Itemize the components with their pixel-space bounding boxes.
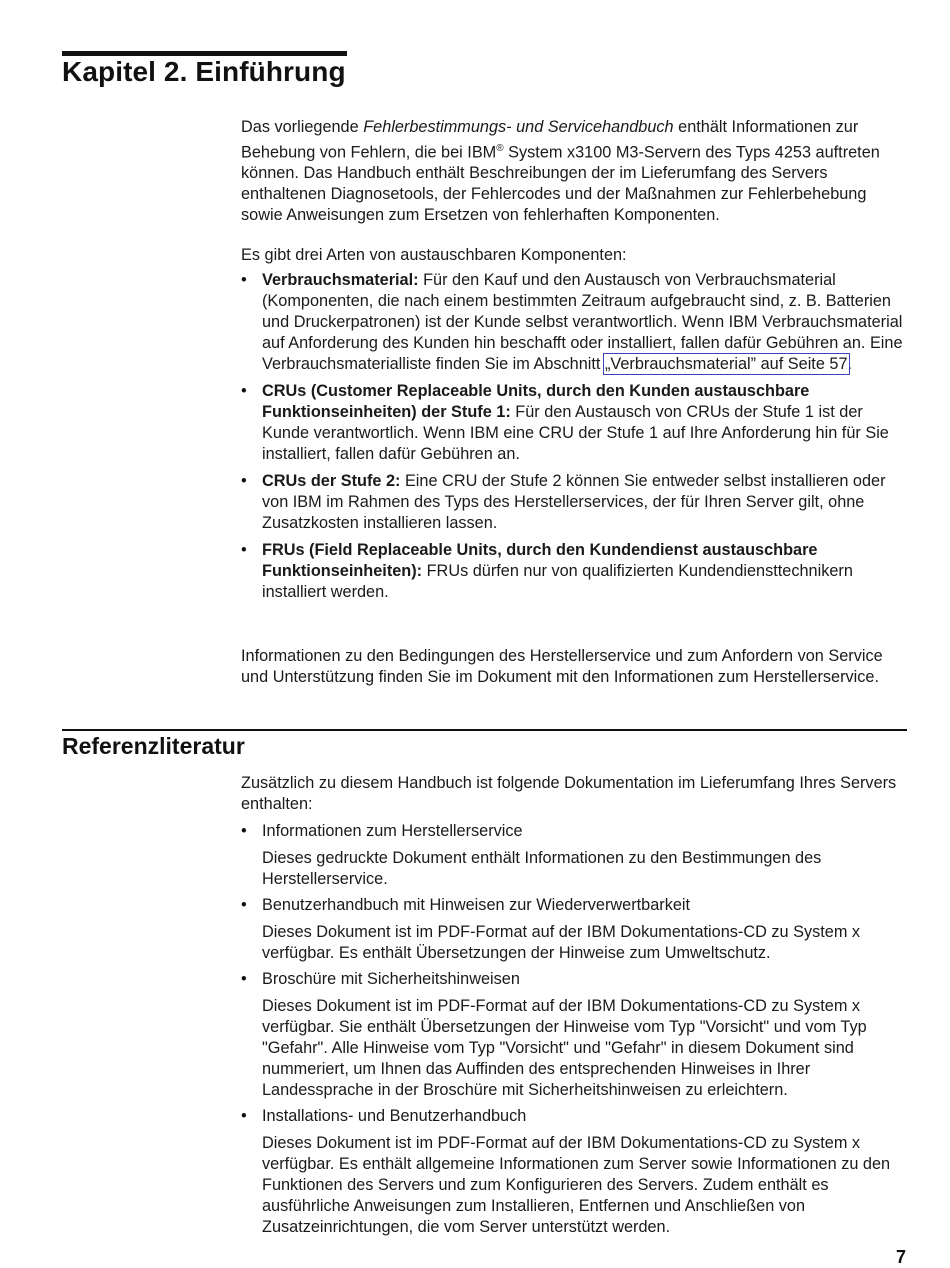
handbook-title: Fehlerbestimmungs- und Servicehandbuch <box>363 118 674 136</box>
term-text: Für den Kauf und den Austausch von Verbrauchsmaterial (Komponenten, die nach einem bestimmten Zeitraum aufgebraucht sind, z. B. Batterien und Druckerpatronen) ist der Kunde selbst verantwortlich. Wenn IBM Verbrauchsmaterial auf Anforderung des Kunden hin beschafft oder installiert, fallen dafür Gebühren an. Eine Verbrauchsmaterialliste finden Sie im Abschnitt <box>262 271 903 373</box>
registered-mark: ® <box>496 143 504 154</box>
list-item <box>241 969 909 1101</box>
reference-name: • Broschüre mit Sicherheitshinweisen <box>262 970 520 988</box>
reference-intro <box>241 773 909 815</box>
types-lead-text: Es gibt drei Arten von austauschbaren Komponenten: <box>241 246 627 264</box>
list-item <box>241 540 909 603</box>
list-item <box>241 381 909 465</box>
reference-name: • Benutzerhandbuch mit Hinweisen zur Wiederverwertbarkeit <box>262 896 691 914</box>
intro-paragraph <box>241 117 909 226</box>
chapter-title: Kapitel 2. Einführung <box>62 56 346 87</box>
intro-text: enthält Informationen zur Behebung von Fehlern, die bei IBM <box>241 118 859 162</box>
closing-paragraph <box>241 646 909 688</box>
term-text: Eine CRU der Stufe 2 können Sie entweder selbst installieren oder von IBM im Rahmen des Typs des Herstellerservices, der für Ihren Server gilt, ohne Zusatzkosten installieren lassen. <box>262 472 886 532</box>
reference-name: • Informationen zum Herstellerservice <box>262 822 523 840</box>
list-item <box>241 821 909 890</box>
section-title: Referenzliteratur <box>62 733 245 759</box>
reference-intro-text: Zusätzlich zu diesem Handbuch ist folgende Dokumentation im Lieferumfang Ihres Servers enthalten: <box>241 774 897 813</box>
section-rule <box>62 729 907 731</box>
component-types <box>241 270 909 609</box>
closing-text: Informationen zu den Bedingungen des Herstellerservice und zum Anfordern von Service und Unterstützung finden Sie im Dokument mit den Informationen zum Herstellerservice. <box>241 647 883 686</box>
term: FRUs (Field Replaceable Units, durch den Kundendienst austauschbare Funktionseinheiten): <box>262 541 818 580</box>
reference-description: Dieses Dokument ist im PDF-Format auf der IBM Dokumentations-CD zu System x verfügbar. Sie enthält Übersetzungen der Hinweise vom Typ "Vorsicht" und vom Typ "Gefahr". Alle Hinweise vom Typ "Vorsicht" und "Gefahr" in diesem Dokument sind nummeriert, um Ihnen das Auffinden des entsprechenden Hinweises in Ihrer Landessprache in der Broschüre mit Sicherheitshinweisen zu erleichtern. <box>262 997 867 1099</box>
reference-description: Dieses Dokument ist im PDF-Format auf der IBM Dokumentations-CD zu System x verfügbar. Es enthält Übersetzungen der Hinweise zum Umweltschutz. <box>262 923 861 962</box>
list-item <box>241 471 909 534</box>
page-number: 7 <box>895 1247 906 1267</box>
list-item <box>241 1106 909 1238</box>
types-lead <box>241 245 909 266</box>
term: CRUs der Stufe 2: <box>262 472 401 490</box>
list-item <box>241 270 909 375</box>
term-text: Für den Austausch von CRUs der Stufe 1 ist der Kunde verantwortlich. Wenn IBM eine CRU der Stufe 1 auf Ihre Anforderung hin für Sie installiert, fallen dafür Gebühren an. <box>262 403 889 463</box>
reference-list <box>241 821 909 1243</box>
list-item <box>241 895 909 964</box>
cross-reference-link[interactable]: „Verbrauchsmaterial” auf Seite 57 <box>604 355 848 373</box>
reference-description: Dieses gedruckte Dokument enthält Informationen zu den Bestimmungen des Herstellerservice. <box>262 849 822 888</box>
term-text-end: . <box>847 355 853 373</box>
term: Verbrauchsmaterial: <box>262 271 419 289</box>
intro-text: System x3100 M3-Servern des Typs 4253 auftreten können. Das Handbuch enthält Beschreibungen der im Lieferumfang des Servers enthaltenen Diagnosetools, der Fehlercodes und der Maßnahmen zur Fehlerbehebung sowie Anweisungen zum Ersetzen von fehlerhaften Komponenten. <box>241 143 880 225</box>
reference-description: Dieses Dokument ist im PDF-Format auf der IBM Dokumentations-CD zu System x verfügbar. Es enthält allgemeine Informationen zum Server sowie Informationen zu den Funktionen des Servers und zum Konfigurieren des Servers. Zudem enthält es ausführliche Anweisungen zum Installieren, Entfernen und Anschließen von Zusatzeinrichtungen, die vom Server unterstützt werden. <box>262 1134 891 1236</box>
term: CRUs (Customer Replaceable Units, durch den Kunden austauschbare Funktionseinheiten) der Stufe 1: <box>262 382 810 421</box>
reference-name: • Installations- und Benutzerhandbuch <box>262 1107 527 1125</box>
term-text: FRUs dürfen nur von qualifizierten Kundendiensttechnikern installiert werden. <box>262 562 853 601</box>
intro-text: Das vorliegende <box>241 118 364 136</box>
